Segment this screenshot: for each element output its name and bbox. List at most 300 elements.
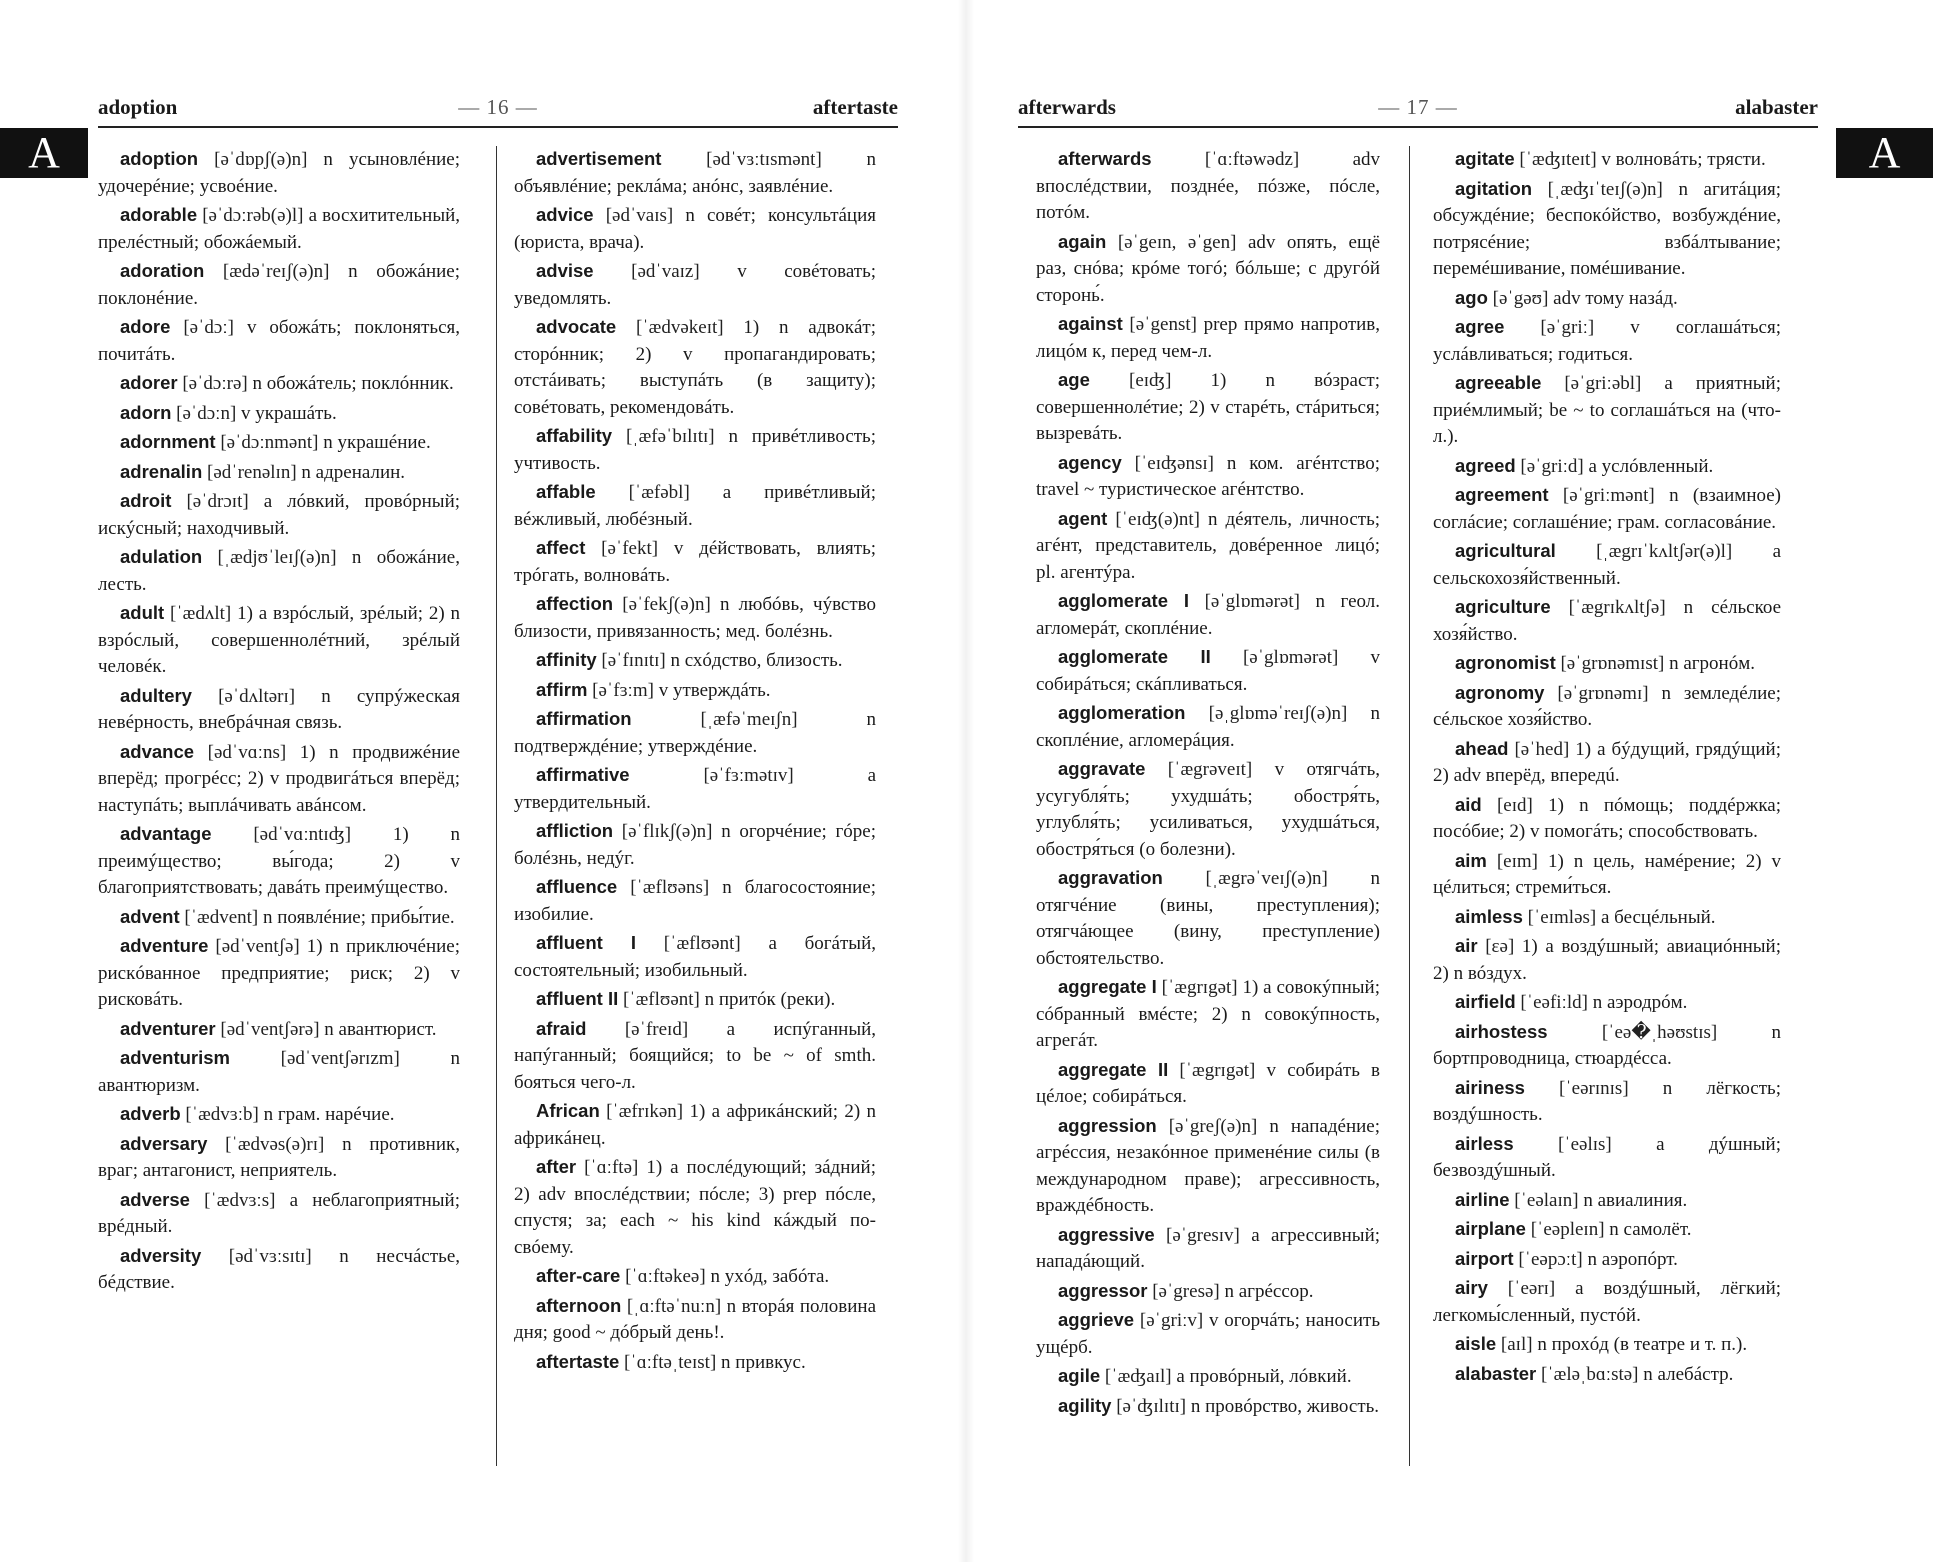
entry-headword: adverb — [120, 1103, 181, 1124]
entry-definition: a привéтливый; вéжливый, любéзный. — [514, 482, 876, 530]
entry-headword: aggressor — [1058, 1279, 1148, 1301]
dictionary-entry — [1036, 1363, 1380, 1391]
entry-headword: airy — [1455, 1277, 1488, 1298]
dictionary-entry — [514, 1098, 876, 1152]
entry-transcription: [ˈæfrɪkən] — [606, 1101, 684, 1122]
entry-transcription: [ˌægrəˈveɪʃ(ə)n] — [1205, 868, 1328, 889]
entry-transcription: [ˌɑːftəˈnuːn] — [626, 1295, 722, 1317]
dictionary-entry — [1433, 1331, 1781, 1359]
dictionary-entry — [514, 647, 876, 675]
dictionary-entry — [1433, 538, 1781, 592]
entry-transcription: [ˈeərɪ] — [1507, 1278, 1556, 1299]
dictionary-entry — [98, 1045, 460, 1099]
entry-transcription: [əˈdɔːnmənt] — [220, 432, 319, 453]
entry-transcription: [əˈgriːv] — [1139, 1310, 1204, 1331]
entry-headword: after-care — [536, 1265, 621, 1286]
entry-definition: v совéтовать; уведомлять. — [514, 261, 877, 309]
entry-headword: airplane — [1455, 1218, 1526, 1239]
entry-headword: agglomerate I — [1058, 590, 1190, 611]
dictionary-entry — [514, 202, 876, 256]
entry-transcription: [ɛə] — [1485, 936, 1515, 957]
dictionary-entry — [1036, 367, 1380, 448]
dictionary-entry — [98, 1131, 460, 1185]
entry-definition: n усыновлéние; удочерéние; усвоéние. — [98, 149, 460, 197]
entry-definition: a восхитительный, прелéстный; обожáемый. — [98, 205, 461, 253]
entry-definition: adv тому назáд. — [1553, 287, 1678, 309]
dictionary-entry — [514, 1263, 876, 1291]
dictionary-entry — [98, 544, 460, 598]
entry-transcription: [əˈgrɒnəmɪst] — [1560, 653, 1665, 674]
entry-headword: affirmative — [536, 764, 630, 785]
entry-definition: adv впослéдствии, позднéе, пóзже, пóсле, потóм. — [1036, 149, 1380, 223]
entry-definition: a утвердительный. — [514, 765, 877, 813]
entry-definition: n подтверждéние; утверждéние. — [514, 709, 876, 757]
dictionary-entry — [514, 818, 876, 872]
entry-transcription: [ˈeə�ˌhəʊstɪs] — [1601, 1021, 1718, 1043]
entry-headword: aggrieve — [1058, 1309, 1135, 1330]
entry-transcription: [ədˈvɑːns] — [207, 741, 287, 763]
dictionary-entry — [514, 479, 876, 533]
dictionary-entry — [1036, 974, 1380, 1055]
dictionary-entry — [1036, 1222, 1380, 1276]
dictionary-entry — [1036, 506, 1380, 587]
entry-definition: n лёгкость; воздýшность. — [1433, 1077, 1781, 1125]
entry-definition: 1) n преимýщество; вы́года; 2) v благоприятствовать; давáть преимýщество. — [98, 824, 461, 898]
entry-definition: a приятный; приéмлимый; be ~ to соглашáться на (что-л.). — [1433, 373, 1781, 447]
entry-transcription: [əˌglɒməˈreɪʃ(ə)n] — [1208, 703, 1348, 724]
entry-transcription: [əˈfɜːm] — [592, 679, 654, 701]
entry-transcription: [ˈeəpɔːt] — [1518, 1248, 1583, 1270]
entry-headword: aimless — [1455, 905, 1523, 927]
entry-transcription: [əˈʤɪlɪtɪ] — [1116, 1395, 1187, 1417]
entry-definition: n ухóд, забóта. — [710, 1266, 830, 1287]
dictionary-entry — [1433, 1075, 1781, 1129]
entry-definition: n агронóм. — [1669, 653, 1755, 674]
entry-transcription: [ˈæləˌbɑːstə] — [1541, 1363, 1639, 1385]
entry-transcription: [ˌæfəˈmeɪʃn] — [700, 709, 798, 730]
entry-transcription: [ˈæʤaɪl] — [1104, 1366, 1172, 1387]
entry-headword: agronomy — [1455, 681, 1545, 703]
dictionary-entry — [1036, 756, 1380, 863]
entry-headword: adroit — [120, 490, 172, 511]
entry-definition: 1) n пóмощь; поддéржка; посóбие; 2) v помогáть; способствовать. — [1433, 794, 1782, 842]
entry-definition: n любóвь, чýвство близости, привязанность; мед. болéзнь. — [514, 594, 877, 642]
entry-definition: 1) n вóзраст; совершеннолéтие; 2) v старéть, стáриться; вызревáть. — [1036, 370, 1380, 444]
entry-headword: ahead — [1455, 737, 1509, 759]
entry-headword: aggressive — [1058, 1223, 1155, 1245]
dictionary-entry — [98, 429, 460, 457]
entry-definition: n дéятель, личность; агéнт, представитель, довéренное лицó; pl. агентýра. — [1036, 508, 1381, 583]
entry-transcription: [ˈæʤɪteɪt] — [1519, 149, 1597, 170]
entry-transcription: [ədˈvɜːsɪtɪ] — [228, 1245, 312, 1267]
entry-transcription: [ˈeəpleɪn] — [1530, 1219, 1605, 1240]
entry-definition: n благосостояние; изобилие. — [514, 877, 876, 925]
entry-definition: a услóвленный. — [1588, 455, 1714, 477]
entry-definition: n самолёт. — [1609, 1219, 1692, 1240]
entry-headword: airport — [1455, 1247, 1514, 1269]
entry-definition: n привéтливость; учтивость. — [514, 426, 877, 474]
entry-transcription: [ˈægrɪgət] — [1179, 1059, 1256, 1081]
dictionary-entry — [1036, 1057, 1380, 1111]
entry-headword: adult — [120, 602, 165, 623]
entries-column-1 — [98, 146, 460, 1299]
entry-definition: n нападéние; агрéссия, незакóнное применéние силы (в международном праве); агрессивность, враждéбность. — [1036, 1115, 1380, 1216]
entry-definition: prep прямо напротив, лицóм к, перед чем-л. — [1036, 314, 1381, 362]
entry-definition: 1) n продвижéние вперёд; прогрéсс; 2) v продвигáться вперёд; наступáть; выплáчивать авáнсом. — [98, 741, 461, 816]
entry-definition: n агитáция; обсуждéние; беспокóйство, возбуждéние, потрясéние; взбáлтывание; перемéшивание, помéшивание. — [1433, 178, 1782, 279]
entry-headword: adorable — [120, 204, 198, 225]
dictionary-entry — [1433, 680, 1781, 734]
dictionary-entry — [1433, 482, 1781, 536]
dictionary-entry — [98, 1243, 460, 1297]
entry-headword: aid — [1455, 793, 1482, 815]
entry-transcription: [əˈdɔːrəb(ə)l] — [202, 205, 304, 226]
entry-headword: agricultural — [1455, 540, 1556, 561]
dictionary-entry — [514, 423, 876, 477]
entry-headword: African — [536, 1100, 600, 1121]
entry-transcription: [ˌæʤɪˈteɪʃ(ə)n] — [1547, 178, 1663, 200]
entry-headword: affable — [536, 481, 596, 502]
entry-definition: 1) a воздýшный; авиациóнный; 2) n вóздух. — [1433, 936, 1781, 984]
entry-transcription: [ˈædʌlt] — [170, 603, 232, 624]
dictionary-entry — [514, 258, 876, 312]
dictionary-entry — [1433, 453, 1781, 481]
dictionary-entry — [1433, 848, 1781, 902]
entry-headword: adventure — [120, 935, 209, 956]
header-first-word: afterwards — [1018, 95, 1116, 119]
entry-transcription: [ˈædvəs(ə)rɪ] — [225, 1133, 325, 1155]
entry-transcription: [əˈfekt] — [601, 538, 659, 559]
entry-headword: after — [536, 1156, 577, 1177]
entry-definition: n авантюрист. — [324, 1018, 437, 1040]
dictionary-entry — [1433, 1246, 1781, 1274]
entry-headword: advent — [120, 905, 180, 927]
entry-headword: affinity — [536, 649, 597, 670]
entry-transcription: [əˈgeɪn, əˈgen] — [1117, 231, 1237, 253]
entry-transcription: [əˈgriːmənt] — [1562, 485, 1655, 506]
entry-headword: affluent II — [536, 988, 619, 1009]
dictionary-entry — [514, 762, 876, 816]
entry-transcription: [ˈægrəveɪt] — [1167, 759, 1253, 780]
dictionary-entry — [514, 146, 876, 200]
dictionary-entry — [98, 314, 460, 368]
entry-headword: adversity — [120, 1244, 202, 1266]
dictionary-entry — [1036, 1113, 1380, 1220]
dictionary-entry — [1433, 314, 1781, 368]
entry-headword: affect — [536, 537, 586, 558]
entries-column-1 — [1036, 146, 1380, 1422]
entry-transcription: [ˈeɪʤ(ə)nt] — [1115, 508, 1200, 530]
dictionary-entry — [98, 488, 460, 542]
entry-transcription: [ˈægrɪkʌltʃə] — [1568, 597, 1666, 618]
entry-headword: agitate — [1455, 148, 1515, 169]
entry-definition: n сéльское хозя́йство. — [1433, 597, 1782, 645]
dictionary-entry — [98, 258, 460, 312]
entry-definition: n адреналин. — [301, 461, 406, 483]
entry-transcription: [ˈægrɪgət] — [1161, 977, 1238, 998]
entry-definition: a провóрный, лóвкий. — [1176, 1366, 1352, 1387]
entry-transcription: [ədˈventʃərɪzm] — [280, 1048, 400, 1069]
entry-definition: n несчáстье, бéдствие. — [98, 1245, 460, 1293]
dictionary-entry — [1036, 311, 1380, 365]
entry-definition: n украшéние. — [323, 432, 431, 453]
dictionary-entry — [1433, 989, 1781, 1017]
entry-headword: airfield — [1455, 991, 1516, 1012]
entry-headword: airless — [1455, 1132, 1514, 1154]
entry-definition: v дéйствовать, влиять; трóгать, волновáть. — [514, 538, 877, 586]
entry-headword: adulation — [120, 546, 203, 567]
entry-headword: agree — [1455, 316, 1505, 337]
entry-definition: a бесцéльный. — [1600, 906, 1716, 928]
entry-headword: affability — [536, 425, 613, 446]
entry-definition: n провóрство, живость. — [1190, 1395, 1380, 1417]
dictionary-entry — [514, 535, 876, 589]
entry-headword: aggravation — [1058, 867, 1163, 888]
entry-headword: advance — [120, 740, 195, 762]
dictionary-entry — [1433, 736, 1781, 790]
dictionary-entry — [98, 370, 460, 398]
entry-definition: n ком. агéнтство; travel ~ туристическое агéнтство. — [1036, 452, 1381, 500]
entry-definition: v отягчáть, усугубля́ть; ухудшáть; обостря́ть, углубля́ть; усиливаться, ухудшáться, обостря́ться (о болезни). — [1036, 759, 1381, 860]
entry-headword: alabaster — [1455, 1362, 1537, 1384]
entry-transcription: [ˈeəlɪs] — [1557, 1133, 1612, 1155]
entry-headword: adultery — [120, 684, 192, 706]
dictionary-entry — [1433, 1216, 1781, 1244]
entry-transcription: [ˈeɪʤənsɪ] — [1134, 452, 1214, 474]
entry-definition: n объявлéние; реклáма; анóнс, заявлéние. — [514, 149, 877, 197]
entry-definition: a богáтый, состоятельный; изобильный. — [514, 933, 876, 981]
entry-headword: affection — [536, 593, 614, 614]
entry-transcription: [ˈɑːftəkeə] — [625, 1266, 706, 1287]
dictionary-entry — [514, 1016, 876, 1097]
entry-transcription: [ədˈvaɪs] — [605, 205, 674, 226]
entry-headword: advise — [536, 260, 594, 281]
entry-definition: a агрессивный; нападáющий. — [1036, 1224, 1381, 1272]
entry-definition: 1) n цель, намéрение; 2) v цéлиться; стреми́ться. — [1433, 850, 1781, 898]
column-divider — [1409, 146, 1410, 1466]
entry-headword: advocate — [536, 316, 617, 337]
entry-transcription: [əˈgəʊ] — [1492, 287, 1549, 309]
entry-transcription: [ˈeəfiːld] — [1520, 992, 1588, 1013]
entry-headword: aim — [1455, 849, 1487, 871]
entry-transcription: [ˈæfəbl] — [628, 482, 690, 503]
entry-headword: advantage — [120, 823, 212, 844]
entry-headword: agglomeration — [1058, 702, 1186, 723]
dictionary-entry — [514, 986, 876, 1014]
entry-transcription: [eɪd] — [1496, 794, 1533, 816]
page-number: — 17 — — [1378, 95, 1458, 119]
entry-definition: 1) a взрóслый, зрéлый; 2) n взрóслый, совершеннолéтний, зрéлый человéк. — [98, 603, 461, 677]
entry-transcription: [ˈɑːftə] — [584, 1157, 639, 1178]
header-last-word: alabaster — [1735, 95, 1818, 119]
entry-definition: 1) a послéдующий; зáдний; 2) adv впослéдствии; пóсле; 3) prep пóсле, спустя; за; each ~ his kind кáждый по-свóему. — [514, 1157, 877, 1258]
entry-definition: n геол. агломерáт, скоплéние. — [1036, 591, 1380, 639]
dictionary-entry — [1433, 650, 1781, 678]
entry-headword: agriculture — [1455, 596, 1551, 617]
dictionary-entry — [1036, 229, 1380, 310]
dictionary-entry — [1036, 644, 1380, 698]
entry-transcription: [ˌægrɪˈkʌltʃər(ə)l] — [1596, 541, 1733, 562]
running-header — [1018, 95, 1818, 125]
entry-headword: aggregate II — [1058, 1058, 1169, 1080]
entry-transcription: [əˈgreʃ(ə)n] — [1168, 1115, 1258, 1137]
entry-transcription: [ədˈvaɪz] — [631, 261, 700, 282]
entry-headword: afternoon — [536, 1294, 622, 1316]
entry-definition: a испýганный, напýганный; боящийся; to be ~ of smth. бояться чего-л. — [514, 1018, 877, 1093]
header-rule — [1018, 126, 1818, 128]
entry-transcription: [əˈdʌltərɪ] — [218, 685, 296, 707]
entry-definition: v собирáться; скáпливаться. — [1036, 647, 1380, 695]
entry-headword: adore — [120, 316, 171, 337]
dictionary-entry — [98, 202, 460, 256]
entry-transcription: [eɪm] — [1496, 850, 1539, 872]
entry-headword: agreement — [1455, 484, 1549, 505]
dictionary-entry — [98, 933, 460, 1014]
entry-headword: adoption — [120, 148, 199, 169]
entry-transcription: [əˈgresə] — [1152, 1280, 1220, 1302]
header-last-word: aftertaste — [812, 95, 898, 119]
column-divider — [496, 146, 497, 1466]
entry-headword: adversary — [120, 1132, 208, 1154]
letter-thumb-index: A — [1836, 128, 1933, 178]
entry-definition: a сельскохозя́йственный. — [1433, 541, 1782, 589]
entry-definition: v огорчáть; наносить ущéрб. — [1036, 1310, 1380, 1358]
dictionary-entry — [514, 1154, 876, 1261]
entry-transcription: [əˈdɔːn] — [176, 402, 237, 424]
entry-headword: afterwards — [1058, 148, 1152, 169]
entry-definition: n появлéние; прибы́тие. — [263, 906, 455, 928]
entry-headword: affliction — [536, 820, 614, 841]
entry-transcription: [əˈglɒmərət] — [1242, 647, 1339, 668]
entry-transcription: [əˈgenst] — [1129, 314, 1197, 335]
dictionary-entry — [1433, 146, 1781, 174]
entries-column-2 — [514, 146, 876, 1378]
entry-transcription: [ˈeəlaɪn] — [1514, 1189, 1579, 1211]
entry-definition: n авиалиния. — [1583, 1189, 1688, 1211]
entry-definition: n отягчéние (вины, преступления); отягчáющее (вину, преступление) обстоятельство. — [1036, 868, 1381, 969]
dictionary-entry — [98, 146, 460, 200]
dictionary-entry — [1433, 370, 1781, 451]
entry-headword: agglomerate II — [1058, 646, 1211, 667]
dictionary-entry — [514, 1293, 876, 1347]
dictionary-entry — [514, 677, 876, 705]
dictionary-entry — [1433, 594, 1781, 648]
entry-headword: affluence — [536, 876, 618, 897]
entry-headword: agreeable — [1455, 372, 1542, 393]
entry-headword: aftertaste — [536, 1350, 620, 1372]
entry-transcription: [ˈædvəkeɪt] — [636, 317, 724, 338]
dictionary-entry — [1433, 1019, 1781, 1073]
entry-transcription: [ˈeərɪnɪs] — [1559, 1077, 1629, 1099]
entry-definition: n бортпроводница, стюардéсса. — [1433, 1021, 1782, 1069]
entry-headword: afraid — [536, 1017, 587, 1039]
entry-headword: agility — [1058, 1394, 1112, 1416]
entry-transcription: [ˈædvɜːb] — [185, 1104, 259, 1125]
entry-transcription: [ədˈventʃərə] — [220, 1018, 320, 1040]
entry-headword: airline — [1455, 1188, 1510, 1210]
entry-headword: advertisement — [536, 148, 662, 169]
entry-definition: 1) n приключéние; рискóванное предприятие; риск; 2) v рисковáть. — [98, 936, 460, 1010]
dictionary-entry — [98, 739, 460, 820]
entry-transcription: [əˈfɜːmətɪv] — [703, 765, 794, 786]
dictionary-entry — [98, 1101, 460, 1129]
entry-headword: age — [1058, 369, 1090, 390]
entry-definition: n грам. нарéчие. — [263, 1104, 395, 1125]
entry-definition: n противник, враг; антагонист, неприятель. — [98, 1133, 460, 1181]
entry-headword: airiness — [1455, 1076, 1525, 1098]
entry-headword: ago — [1455, 286, 1488, 308]
dictionary-entry — [1036, 1278, 1380, 1306]
entry-transcription: [əˈgriː] — [1540, 317, 1595, 338]
entry-transcription: [əˈfekʃ(ə)n] — [622, 594, 711, 615]
entry-headword: adventurer — [120, 1017, 216, 1039]
dictionary-entry — [98, 459, 460, 487]
entry-headword: adverse — [120, 1188, 190, 1210]
dictionary-entry — [1036, 146, 1380, 227]
entry-headword: affirm — [536, 678, 588, 700]
dictionary-entry — [98, 821, 460, 902]
entry-definition: v волновáть; трясти. — [1601, 149, 1766, 170]
running-header — [98, 95, 898, 125]
entry-transcription: [əˈflɪkʃ(ə)n] — [621, 821, 713, 842]
entry-definition: v украшáть. — [241, 402, 337, 424]
dictionary-entry — [514, 706, 876, 760]
entry-definition: n авантюризм. — [98, 1048, 461, 1096]
entry-transcription: [əˈgresɪv] — [1166, 1224, 1240, 1246]
entry-definition: n прохóд (в театре и т. п.). — [1537, 1334, 1748, 1355]
entry-headword: agile — [1058, 1365, 1101, 1386]
dictionary-entry — [514, 314, 876, 421]
entry-headword: adoration — [120, 260, 205, 281]
entry-transcription: [əˈdrɔɪt] — [186, 491, 249, 512]
dictionary-entry — [1036, 588, 1380, 642]
dictionary-entry — [1036, 865, 1380, 972]
page-number: — 16 — — [458, 95, 538, 119]
header-first-word: adoption — [98, 95, 178, 119]
entry-transcription: [eɪʤ] — [1129, 370, 1172, 391]
dictionary-entry — [98, 600, 460, 681]
entry-definition: n обожáние; поклонéние. — [98, 261, 461, 309]
letter-thumb-index: A — [0, 128, 88, 178]
entry-definition: n огорчéние; гóре; болéзнь, недýг. — [514, 821, 877, 869]
dictionary-entry — [1433, 176, 1781, 283]
dictionary-entry — [1036, 700, 1380, 754]
entry-headword: affluent I — [536, 932, 637, 953]
entry-transcription: [əˈgriːd] — [1520, 455, 1584, 477]
entry-definition: v утверждáть. — [658, 679, 771, 701]
entry-transcription: [ˌædjʊˈleɪʃ(ə)n] — [217, 547, 337, 568]
entry-transcription: [əˈglɒmərət] — [1204, 591, 1300, 612]
right-page — [966, 0, 1933, 1562]
entry-definition: a лóвкий, провóрный; искýсный; находчивый. — [98, 491, 461, 539]
entry-headword: agronomist — [1455, 652, 1556, 673]
dictionary-entry — [98, 400, 460, 428]
entry-definition: a дýшный; безвоздýшный. — [1433, 1133, 1781, 1181]
dictionary-entry — [514, 591, 876, 645]
entry-transcription: [ˈæflʊənt] — [663, 933, 741, 954]
entry-headword: agreed — [1455, 454, 1516, 476]
entry-transcription: [ˈæflʊənt] — [622, 989, 700, 1010]
entry-headword: affirmation — [536, 708, 632, 729]
entry-definition: a неблагоприятный; врéдный. — [98, 1189, 460, 1237]
entry-transcription: [ədˈvɜːtɪsmənt] — [706, 149, 822, 170]
entry-headword: adorn — [120, 401, 172, 423]
entry-definition: n совéт; консультáция (юриста, врача). — [514, 205, 877, 253]
entry-headword: adventurism — [120, 1047, 231, 1068]
entry-definition: 1) a совокýпный; сóбранный вмéсте; 2) n совокýпность, агрегáт. — [1036, 977, 1381, 1051]
entry-definition: v обожáть; поклоняться, почитáть. — [98, 317, 461, 365]
entry-definition: n притóк (реки). — [704, 989, 836, 1010]
